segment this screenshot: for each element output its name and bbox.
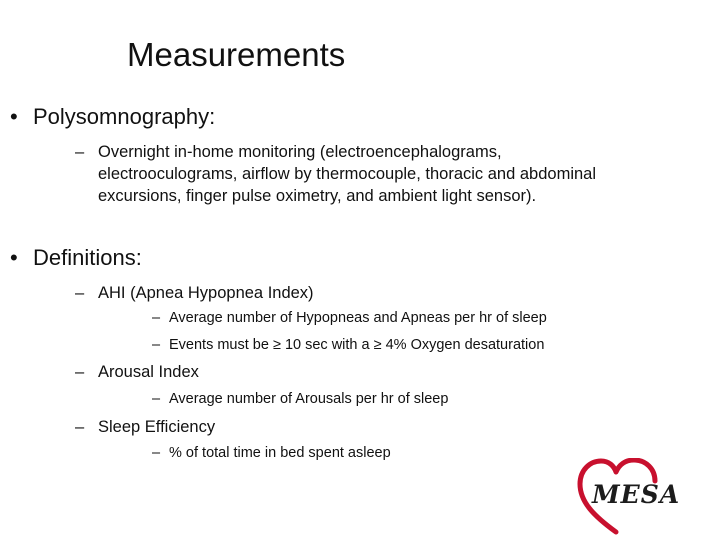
dash-marker: – xyxy=(152,391,161,407)
dash-marker: – xyxy=(75,284,85,302)
detail-item-text: % of total time in bed spent asleep xyxy=(169,445,391,461)
dash-marker: – xyxy=(75,418,85,436)
detail-item-text: Average number of Arousals per hr of sleep xyxy=(169,391,449,407)
slide-title: Measurements xyxy=(127,36,346,73)
sub-item-text: Arousal Index xyxy=(98,363,199,381)
bullet-marker: • xyxy=(10,104,18,129)
detail-item-text: Events must be ≥ 10 sec with a ≥ 4% Oxygen desaturation xyxy=(169,337,545,353)
sub-item-text: Overnight in-home monitoring (electroencephalograms, electrooculograms, airflow by thermocouple, thoracic and abdominal excursions, finger pulse oximetry, and ambient light sensor). xyxy=(98,143,597,205)
dash-marker: – xyxy=(152,445,161,461)
logo-text: MESA xyxy=(592,480,681,509)
dash-marker: – xyxy=(152,310,161,326)
dash-marker: – xyxy=(152,337,161,353)
bullet-label: Definitions: xyxy=(33,245,142,270)
bullet-label: Polysomnography: xyxy=(33,104,216,129)
dash-marker: – xyxy=(75,143,85,161)
sub-item-text: AHI (Apnea Hypopnea Index) xyxy=(98,284,314,302)
mesa-logo xyxy=(576,458,688,536)
sub-item-text: Sleep Efficiency xyxy=(98,418,216,436)
bullet-marker: • xyxy=(10,245,18,270)
dash-marker: – xyxy=(75,363,85,381)
detail-item-text: Average number of Hypopneas and Apneas per hr of sleep xyxy=(169,310,547,326)
